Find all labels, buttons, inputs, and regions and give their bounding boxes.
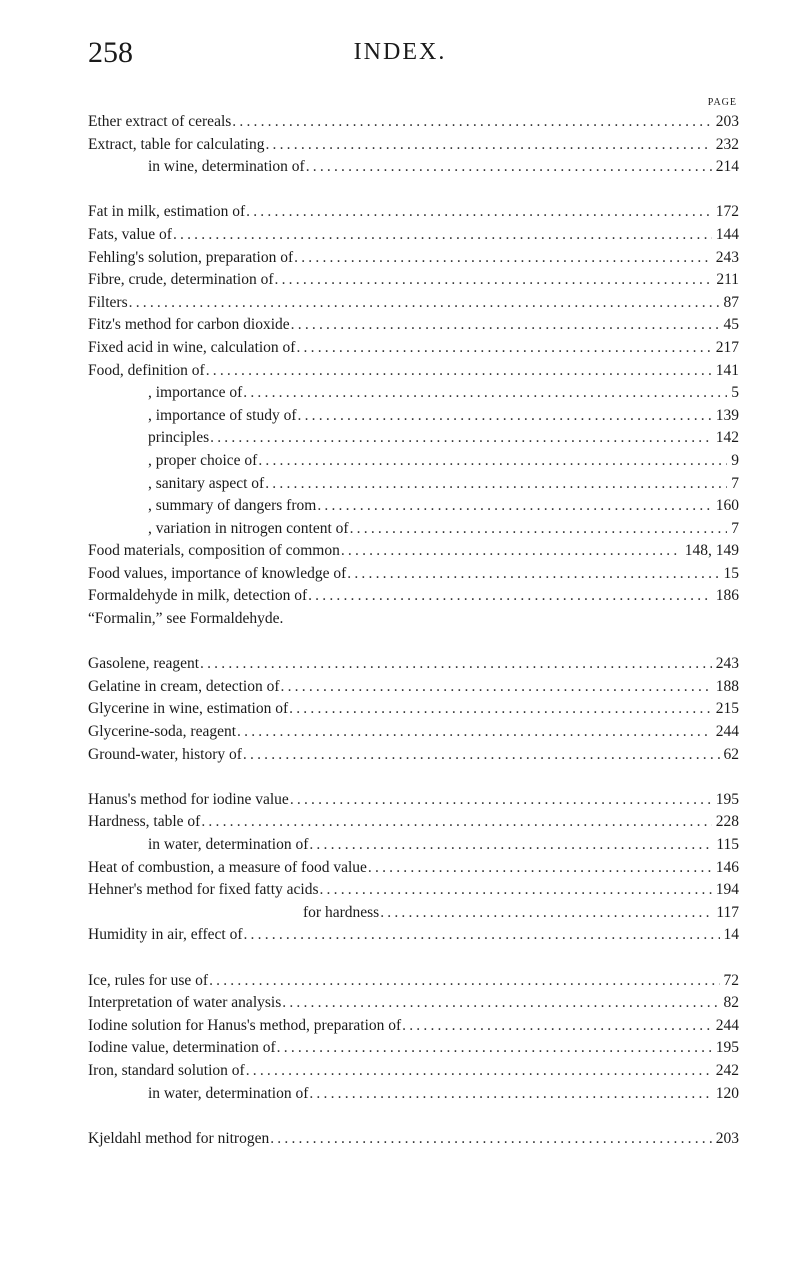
entry-page-number: 243	[715, 655, 739, 673]
index-entry	[88, 1037, 739, 1060]
entry-page-number: 244	[715, 1016, 739, 1034]
entry-label: Hanus's method for iodine value	[88, 790, 289, 808]
entry-page-number: 142	[715, 429, 739, 447]
dot-leader	[368, 857, 712, 880]
entry-label: , variation in nitrogen content of	[148, 519, 349, 537]
dot-leader	[294, 247, 712, 270]
entry-page-number: 115	[716, 836, 739, 853]
index-entry	[88, 337, 739, 360]
entry-label: Hardness, table of	[88, 813, 201, 831]
entry-page-number: 243	[715, 248, 739, 266]
dot-leader	[232, 111, 711, 134]
index-entry	[88, 924, 739, 947]
index-entry	[88, 834, 739, 857]
entry-page-number: 242	[715, 1061, 739, 1079]
index-entry	[88, 811, 739, 834]
index-entry	[88, 585, 739, 608]
index-entry	[88, 156, 739, 179]
entry-label: for hardness	[303, 903, 380, 921]
entry-label: Ground-water, history of	[88, 745, 242, 763]
entry-label: Gelatine in cream, detection of	[88, 677, 280, 695]
entry-label: , summary of dangers from	[148, 497, 317, 515]
index-entry	[88, 495, 739, 518]
index-entry	[88, 1083, 739, 1106]
index-entry	[88, 676, 739, 699]
index-entry	[88, 698, 739, 721]
dot-leader	[282, 992, 719, 1015]
group-spacer	[88, 947, 739, 970]
entry-page-number: 186	[715, 587, 739, 605]
entry-label: in water, determination of	[148, 1084, 309, 1102]
dot-leader	[341, 540, 681, 563]
entry-label: Iodine solution for Hanus's method, preparation of	[88, 1016, 402, 1034]
index-entry	[88, 653, 739, 676]
index-entry	[88, 1060, 739, 1083]
entry-page-number: 7	[731, 474, 739, 492]
dot-leader	[306, 156, 712, 179]
dot-leader	[173, 224, 712, 247]
group-spacer	[88, 631, 739, 654]
dot-leader	[243, 924, 719, 947]
entry-label: Heat of combustion, a measure of food value	[88, 858, 367, 876]
dot-leader	[319, 879, 711, 902]
entry-page-number: 120	[715, 1084, 739, 1102]
dot-leader	[209, 970, 719, 993]
dot-leader	[258, 450, 727, 473]
group-spacer	[88, 1105, 739, 1128]
index-entry	[88, 540, 739, 563]
entry-page-number: 214	[715, 158, 739, 176]
index-entry	[88, 382, 739, 405]
index-entry	[88, 789, 739, 812]
entry-label: Interpretation of water analysis	[88, 994, 282, 1012]
page-title: INDEX.	[353, 39, 447, 65]
entry-page-number: 203	[715, 1129, 739, 1147]
index-entry	[88, 902, 739, 925]
entry-label: Fitz's method for carbon dioxide	[88, 316, 290, 334]
entry-page-number: 160	[715, 497, 739, 515]
entry-label: Fat in milk, estimation of	[88, 203, 246, 221]
page-column-heading: PAGE	[707, 97, 737, 108]
dot-leader	[201, 811, 711, 834]
index-entry	[88, 518, 739, 541]
entry-label: principles	[148, 429, 210, 447]
entry-label: Gasolene, reagent	[88, 655, 200, 673]
dot-leader	[317, 495, 711, 518]
dot-leader	[308, 585, 712, 608]
dot-leader	[402, 1015, 712, 1038]
dot-leader	[298, 405, 712, 428]
entry-label: , proper choice of	[148, 451, 258, 469]
entry-label: Hehner's method for fixed fatty acids	[88, 881, 319, 899]
dot-leader	[380, 902, 712, 925]
dot-leader	[246, 201, 712, 224]
entry-page-number: 217	[715, 338, 739, 356]
dot-leader	[309, 834, 712, 857]
entry-label: Glycerine in wine, estimation of	[88, 700, 289, 718]
dot-leader	[243, 382, 727, 405]
entry-label: , sanitary aspect of	[148, 474, 265, 492]
entry-label: Ice, rules for use of	[88, 971, 209, 989]
index-entry	[88, 1015, 739, 1038]
entry-page-number: 139	[715, 406, 739, 424]
index-entry	[88, 608, 739, 631]
index-entries	[88, 111, 739, 1150]
entry-label: Humidity in air, effect of	[88, 926, 243, 944]
index-entry	[88, 721, 739, 744]
dot-leader	[270, 1128, 712, 1151]
entry-page-number: 62	[723, 745, 739, 763]
entry-page-number: 228	[715, 813, 739, 831]
entry-page-number: 87	[723, 293, 739, 311]
entry-page-number: 194	[715, 881, 739, 899]
entry-page-number: 45	[723, 316, 739, 334]
entry-page-number: 7	[731, 519, 739, 537]
entry-label: Formaldehyde in milk, detection of	[88, 587, 308, 605]
dot-leader	[210, 427, 712, 450]
dot-leader	[246, 1060, 712, 1083]
entry-page-number: 211	[716, 271, 739, 289]
index-entry	[88, 744, 739, 767]
entry-label: Ether extract of cereals	[88, 113, 232, 130]
index-entry	[88, 427, 739, 450]
index-entry	[88, 314, 739, 337]
dot-leader	[291, 314, 720, 337]
group-spacer	[88, 766, 739, 789]
entry-page-number: 172	[715, 203, 739, 221]
entry-page-number: 232	[715, 135, 739, 153]
entry-label: in wine, determination of	[148, 158, 305, 176]
entry-label: Food materials, composition of common	[88, 542, 340, 560]
dot-leader	[277, 1037, 712, 1060]
index-entry	[88, 247, 739, 270]
index-entry	[88, 292, 739, 315]
index-entry	[88, 473, 739, 496]
dot-leader	[347, 563, 719, 586]
entry-page-number: 203	[715, 113, 739, 130]
group-spacer	[88, 179, 739, 202]
entry-label: “Formalin,” see Formaldehyde.	[88, 610, 284, 628]
dot-leader	[289, 698, 712, 721]
entry-label: Food values, importance of knowledge of	[88, 564, 347, 582]
dot-leader	[350, 518, 728, 541]
entry-page-number: 148, 149	[684, 542, 739, 560]
entry-label: Fibre, crude, determination of	[88, 271, 274, 289]
index-entry	[88, 563, 739, 586]
index-entry	[88, 269, 739, 292]
entry-page-number: 195	[715, 1039, 739, 1057]
dot-leader	[281, 676, 712, 699]
dot-leader	[290, 789, 712, 812]
entry-page-number: 244	[715, 723, 739, 741]
entry-label: Filters	[88, 293, 128, 311]
entry-label: , importance of	[148, 384, 243, 402]
dot-leader	[129, 292, 720, 315]
entry-label: Iodine value, determination of	[88, 1039, 276, 1057]
entry-page-number: 141	[715, 361, 739, 379]
entry-page-number: 14	[723, 926, 739, 944]
entry-page-number: 117	[716, 903, 739, 921]
index-entry	[88, 879, 739, 902]
index-entry	[88, 111, 739, 134]
index-entry	[88, 405, 739, 428]
index-entry	[88, 970, 739, 993]
entry-page-number: 146	[715, 858, 739, 876]
entry-label: Iron, standard solution of	[88, 1061, 245, 1079]
entry-label: Kjeldahl method for nitrogen	[88, 1129, 270, 1147]
index-entry	[88, 134, 739, 157]
entry-page-number: 144	[715, 225, 739, 243]
index-entry	[88, 857, 739, 880]
entry-page-number: 5	[731, 384, 739, 402]
dot-leader	[265, 473, 727, 496]
entry-page-number: 72	[723, 971, 739, 989]
dot-leader	[200, 653, 712, 676]
dot-leader	[243, 744, 720, 767]
entry-page-number: 188	[715, 677, 739, 695]
dot-leader	[296, 337, 711, 360]
entry-page-number: 15	[723, 564, 739, 582]
dot-leader	[309, 1083, 711, 1106]
dot-leader	[237, 721, 712, 744]
entry-label: in water, determination of	[148, 836, 309, 853]
index-entry	[88, 992, 739, 1015]
entry-page-number: 195	[715, 790, 739, 808]
entry-page-number: 9	[731, 451, 739, 469]
entry-page-number: 215	[715, 700, 739, 718]
entry-label: Extract, table for calculating	[88, 135, 265, 153]
entry-label: Glycerine-soda, reagent	[88, 723, 237, 741]
index-entry	[88, 360, 739, 383]
index-entry	[88, 224, 739, 247]
entry-label: Food, definition of	[88, 361, 205, 379]
dot-leader	[265, 134, 711, 157]
index-entry	[88, 450, 739, 473]
entry-label: Fats, value of	[88, 225, 172, 243]
entry-label: , importance of study of	[148, 406, 297, 424]
page-number: 258	[88, 36, 133, 69]
dot-leader	[206, 360, 712, 383]
entry-label: Fixed acid in wine, calculation of	[88, 338, 296, 356]
dot-leader	[275, 269, 713, 292]
index-entry	[88, 201, 739, 224]
index-entry	[88, 1128, 739, 1151]
entry-label: Fehling's solution, preparation of	[88, 248, 294, 266]
entry-page-number: 82	[723, 994, 739, 1012]
